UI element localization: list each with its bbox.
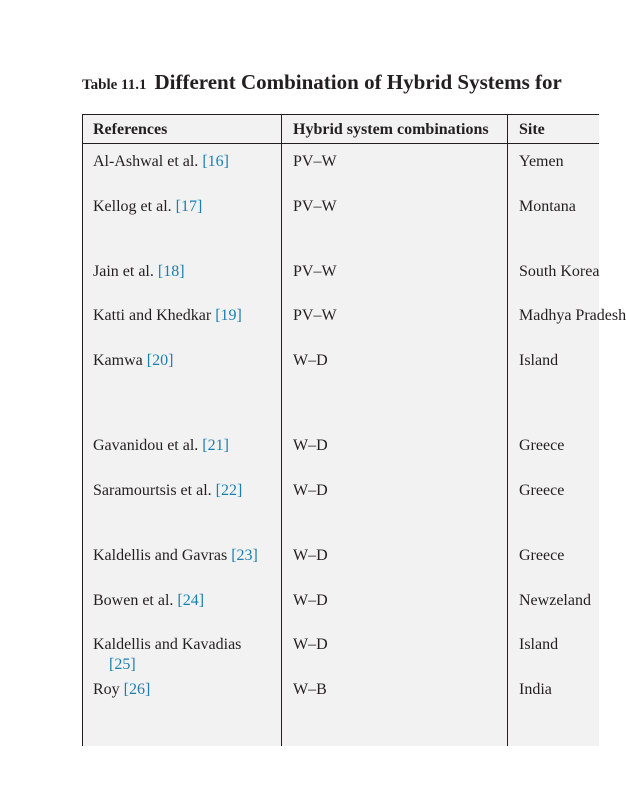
ref-author: Kaldellis and Kavadias [93, 636, 242, 653]
citation-link[interactable]: [24] [177, 592, 205, 609]
table-caption [82, 70, 562, 95]
table-row-site: India [519, 681, 552, 698]
table-row-ref [93, 306, 242, 326]
table-row-site: Greece [519, 482, 565, 499]
table-row-ref [93, 481, 242, 501]
table-row-site: Island [519, 636, 559, 653]
table-row-combo: PV–W [293, 198, 337, 215]
table-row-site: Yemen [519, 153, 564, 170]
header-divider [82, 143, 599, 144]
ref-author: Bowen et al. [93, 592, 174, 609]
table-row-ref [93, 635, 241, 675]
citation-link[interactable]: [18] [157, 263, 185, 280]
table-row-site: Newzeland [519, 592, 591, 609]
table-row-ref [93, 546, 258, 566]
table-row-ref [93, 591, 204, 611]
hybrid-systems-table [82, 114, 626, 746]
table-row-combo: W–D [293, 352, 328, 369]
table-row-site: Island [519, 352, 559, 369]
citation-link[interactable]: [21] [202, 437, 229, 454]
ref-author: Jain et al. [93, 263, 154, 280]
table-row-combo: W–D [293, 482, 328, 499]
table-row-site: South Korea [519, 263, 600, 280]
citation-link[interactable]: [25] [109, 656, 136, 673]
column-divider-1 [281, 115, 282, 746]
table-row-site: Greece [519, 547, 565, 564]
ref-author: Roy [93, 681, 120, 698]
header-combinations: Hybrid system combinations [293, 121, 489, 138]
citation-link[interactable]: [22] [215, 482, 243, 499]
table-row-ref [93, 152, 229, 172]
table-row-site: Madhya Pradesh [519, 307, 626, 324]
citation-link[interactable]: [23] [231, 547, 258, 564]
header-site: Site [519, 121, 545, 138]
ref-author: Al-Ashwal et al. [93, 153, 199, 170]
citation-link[interactable]: [16] [202, 153, 229, 170]
table-row-combo: W–D [293, 547, 328, 564]
table-row-site: Greece [519, 437, 565, 454]
table-row-combo: W–D [293, 592, 328, 609]
citation-link[interactable]: [26] [123, 681, 151, 698]
table-row-ref [93, 351, 173, 371]
table-left-border [82, 115, 83, 746]
table-row-combo: PV–W [293, 263, 337, 280]
citation-link[interactable]: [20] [146, 352, 174, 369]
ref-author: Kamwa [93, 352, 143, 369]
table-row-combo: W–D [293, 636, 328, 653]
ref-author: Kellog et al. [93, 198, 172, 215]
citation-link[interactable]: [17] [175, 198, 203, 215]
table-row-ref [93, 262, 185, 282]
ref-author: Gavanidou et al. [93, 437, 199, 454]
table-row-ref [93, 680, 150, 700]
table-row-ref [93, 197, 202, 217]
table-row-combo: PV–W [293, 307, 337, 324]
table-label: Table 11.1 [82, 77, 147, 93]
ref-author: Kaldellis and Gavras [93, 547, 228, 564]
table-row-combo: W–B [293, 681, 327, 698]
citation-link[interactable]: [19] [215, 307, 242, 324]
ref-author: Saramourtsis et al. [93, 482, 212, 499]
table-row-site: Montana [519, 198, 576, 215]
table-row-ref [93, 436, 229, 456]
column-divider-2 [507, 115, 508, 746]
table-title: Different Combination of Hybrid Systems for [154, 70, 562, 94]
ref-author: Katti and Khedkar [93, 307, 212, 324]
table-row-combo: PV–W [293, 153, 337, 170]
header-references: References [93, 121, 168, 138]
table-row-combo: W–D [293, 437, 328, 454]
